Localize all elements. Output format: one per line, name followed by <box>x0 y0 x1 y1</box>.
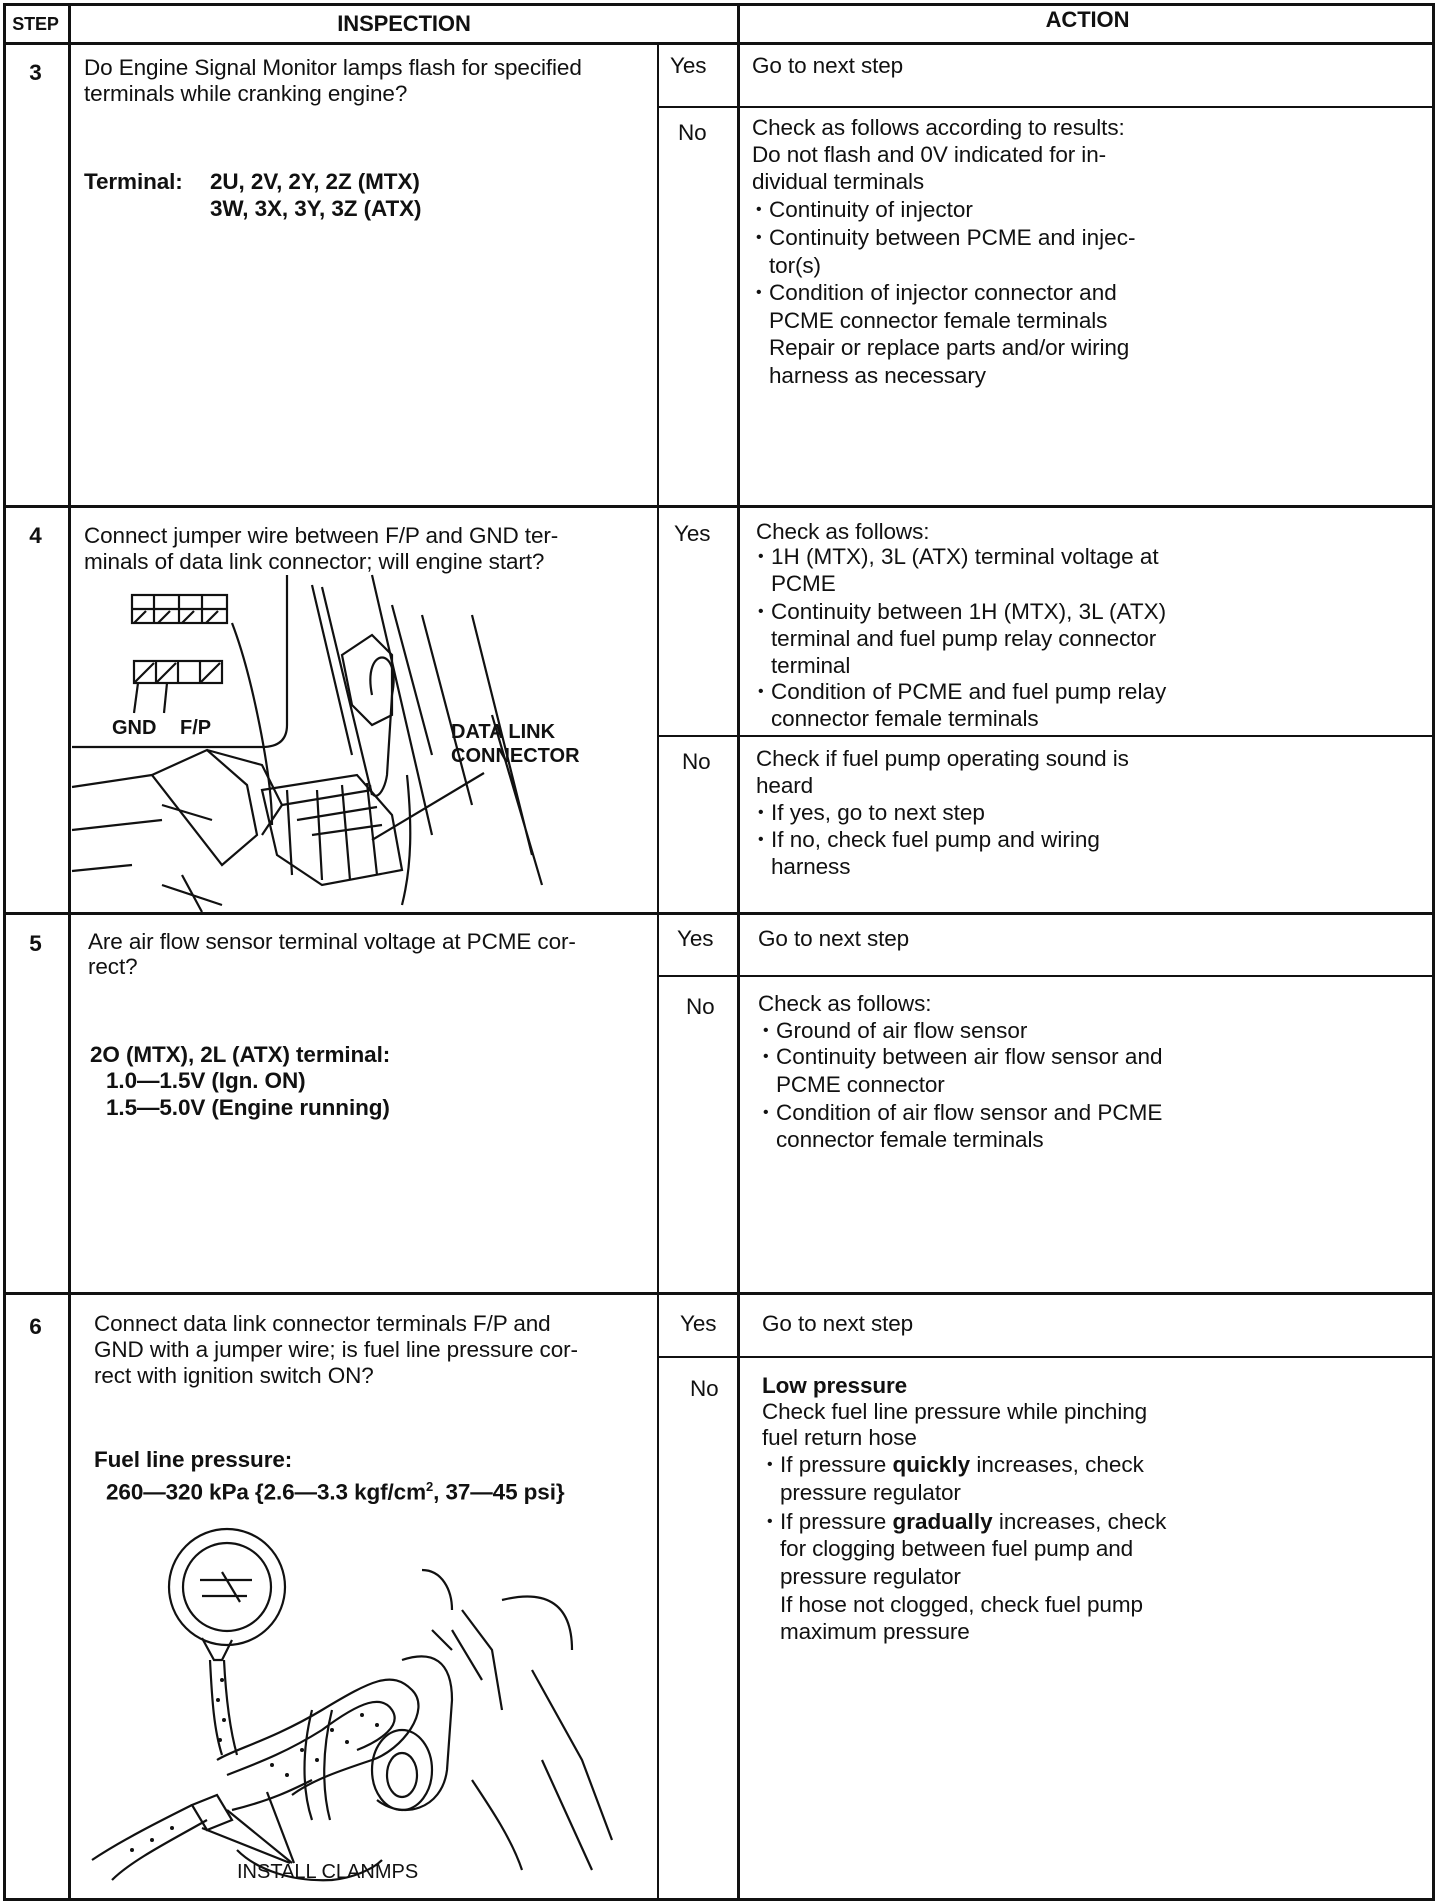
action-text: Check as follows: <box>758 991 932 1016</box>
action-text: PCME connector female terminals <box>769 308 1108 333</box>
spec-label: 2O (MTX), 2L (ATX) terminal: <box>90 1042 391 1067</box>
yesno-col-divider <box>657 43 659 1901</box>
yes-no-divider-5 <box>657 975 1435 977</box>
step-col-divider <box>68 3 71 1901</box>
header-inspection: INSPECTION <box>337 11 471 36</box>
action-bullet: • Condition of PCME and fuel pump relay <box>771 678 1166 705</box>
header-action: ACTION <box>1045 7 1130 32</box>
action-text: Do not flash and 0V indicated for in- <box>752 142 1107 167</box>
action-text: fuel return hose <box>762 1425 917 1450</box>
inspection-text: Connect data link connector terminals F/P and <box>94 1311 551 1336</box>
action-bullet: • Continuity between PCME and injec- <box>769 224 1135 251</box>
action-bullet: • If pressure quickly increases, check <box>780 1451 1144 1478</box>
action-text: terminal <box>771 653 851 678</box>
no-label: No <box>678 120 707 145</box>
action-bullet: • Continuity between air flow sensor and <box>776 1043 1162 1070</box>
dlc-label-1: DATA LINK <box>451 721 556 743</box>
step-number: 5 <box>29 931 42 956</box>
action-text: dividual terminals <box>752 169 925 194</box>
yes-label: Yes <box>670 53 707 78</box>
gnd-label: GND <box>112 717 157 739</box>
action-text: If hose not clogged, check fuel pump <box>780 1592 1143 1617</box>
yes-label: Yes <box>677 926 714 951</box>
action-bullet: • If no, check fuel pump and wiring <box>771 826 1100 853</box>
action-text: pressure regulator <box>780 1564 961 1589</box>
inspection-col-divider <box>737 3 740 1901</box>
action-bullet: • Continuity of injector <box>769 196 973 223</box>
row-divider-5-6 <box>3 1292 1435 1295</box>
no-label: No <box>690 1376 719 1401</box>
action-bullet: • If yes, go to next step <box>771 799 985 826</box>
action-text: PCME connector <box>776 1072 945 1097</box>
inspection-text: Connect jumper wire between F/P and GND ter- <box>84 523 559 548</box>
action-text: Check as follows: <box>756 519 930 544</box>
inspection-text: Are air flow sensor terminal voltage at PCME cor- <box>88 929 576 954</box>
action-bullet: • 1H (MTX), 3L (ATX) terminal voltage at <box>771 543 1159 570</box>
header-step: STEP <box>12 14 59 34</box>
yes-action: Go to next step <box>758 926 910 951</box>
yes-label: Yes <box>674 521 711 546</box>
header-divider <box>3 42 1435 45</box>
yes-no-divider-3 <box>657 106 1435 108</box>
action-bullet: • Condition of air flow sensor and PCME <box>776 1099 1162 1126</box>
dlc-label-2: CONNECTOR <box>451 745 580 767</box>
action-bullet: • If pressure gradually increases, check <box>780 1508 1166 1535</box>
install-clamps-label: INSTALL CLANMPS <box>237 1861 419 1883</box>
row-divider-4-5 <box>3 912 1435 915</box>
fp-label: F/P <box>180 717 212 739</box>
inspection-text: GND with a jumper wire; is fuel line pressure cor- <box>94 1337 578 1362</box>
action-text: Check as follows according to results: <box>752 115 1125 140</box>
inspection-text: Do Engine Signal Monitor lamps flash for specified <box>84 55 582 80</box>
action-text: tor(s) <box>769 253 821 278</box>
action-text: heard <box>756 773 814 798</box>
yes-no-divider-4 <box>657 735 1435 737</box>
no-label: No <box>682 749 711 774</box>
action-text: harness <box>771 854 851 879</box>
spec-value-superscript: 2 <box>426 1479 434 1494</box>
action-title: Low pressure <box>762 1373 908 1398</box>
action-text: harness as necessary <box>769 363 986 388</box>
inspection-text: rect with ignition switch ON? <box>94 1363 374 1388</box>
action-text: pressure regulator <box>780 1480 961 1505</box>
action-bullet: • Continuity between 1H (MTX), 3L (ATX) <box>771 598 1166 625</box>
inspection-text: rect? <box>88 954 138 979</box>
action-text: Repair or replace parts and/or wiring <box>769 335 1130 360</box>
step-number: 3 <box>29 60 42 85</box>
inspection-text: minals of data link connector; will engine start? <box>84 549 545 574</box>
yes-label: Yes <box>680 1311 717 1336</box>
yes-action: Go to next step <box>752 53 904 78</box>
spec-value: 1.0—1.5V (Ign. ON) <box>106 1068 306 1093</box>
fuel-pressure-gauge-figure <box>72 1510 657 1890</box>
spec-value: 2U, 2V, 2Y, 2Z (MTX) <box>210 169 420 194</box>
action-bullet: • Ground of air flow sensor <box>776 1017 1027 1044</box>
yes-action: Go to next step <box>762 1311 914 1336</box>
inspection-text: terminals while cranking engine? <box>84 81 408 106</box>
action-text: connector female terminals <box>771 706 1039 731</box>
step-number: 4 <box>29 523 42 548</box>
spec-value-tail: , 37—45 psi} <box>433 1479 565 1505</box>
step-number: 6 <box>29 1314 42 1339</box>
action-bullet: • Condition of injector connector and <box>769 279 1117 306</box>
action-text: terminal and fuel pump relay connector <box>771 626 1157 651</box>
no-label: No <box>686 994 715 1019</box>
action-text: Check fuel line pressure while pinching <box>762 1399 1148 1424</box>
yes-no-divider-6 <box>657 1356 1435 1358</box>
spec-label: Terminal: <box>84 169 183 194</box>
action-text: maximum pressure <box>780 1619 970 1644</box>
action-text: for clogging between fuel pump and <box>780 1536 1134 1561</box>
spec-value: 3W, 3X, 3Y, 3Z (ATX) <box>210 196 422 221</box>
spec-value <box>106 1473 565 1506</box>
action-text: connector female terminals <box>776 1127 1044 1152</box>
spec-value-main: 260—320 kPa {2.6—3.3 kgf/cm <box>106 1479 427 1505</box>
action-text: Check if fuel pump operating sound is <box>756 746 1129 771</box>
spec-value: 1.5—5.0V (Engine running) <box>106 1095 390 1120</box>
data-link-connector-figure <box>72 575 657 912</box>
spec-label: Fuel line pressure: <box>94 1447 293 1472</box>
action-text: PCME <box>771 571 836 596</box>
row-divider-3-4 <box>3 505 1435 508</box>
